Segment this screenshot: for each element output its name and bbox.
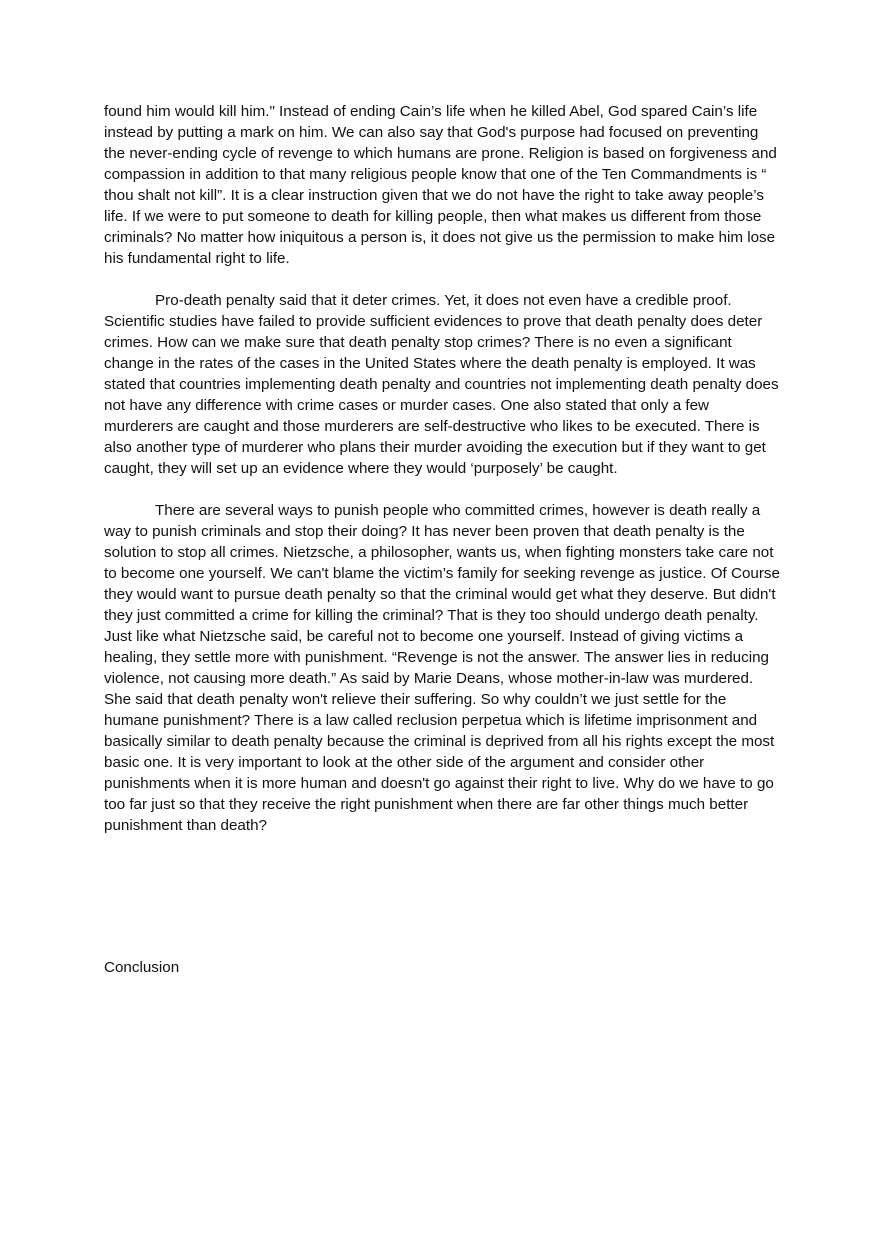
paragraph-alternative-punishment: There are several ways to punish people who committed crimes, however is death really a way to punish criminals and stop their doing? It has never been proven that death penalty is the solution to stop all crimes. Nietzsche, a philosopher, wants us, when fighting monsters take care not to become one yourself. We can't blame the victim’s family for seeking revenge as justice. Of Course they would want to pursue death penalty so that the criminal would get what they deserve. But didn't they just committed a crime for killing the criminal? That is they too should undergo death penalty. Just like what Nietzsche said, be careful not to become one yourself. Instead of giving victims a healing, they settle more with punishment. “Revenge is not the answer. The answer lies in reducing violence, not causing more death.” As said by Marie Deans, whose mother-in-law was murdered. She said that death penalty won't relieve their suffering. So why couldn’t we just settle for the humane punishment? There is a law called reclusion perpetua which is lifetime imprisonment and basically similar to death penalty because the criminal is deprived from all his rights except the most basic one. It is very important to look at the other side of the argument and consider other punishments when it is more human and doesn't go against their right to live. Why do we have to go too far just so that they receive the right punishment when there are far other things much better punishment than death? (104, 502, 780, 834)
conclusion-heading: Conclusion (104, 959, 180, 976)
body-text (104, 101, 780, 857)
paragraph-religion-argument: found him would kill him." Instead of ending Cain’s life when he killed Abel, God spared Cain’s life instead by putting a mark on him. We can also say that God's purpose had focused on preventing the never-ending cycle of revenge to which humans are prone. Religion is based on forgiveness and compassion in addition to that many religious people know that one of the Ten Commandments is “ thou shalt not kill”. It is a clear instruction given that we do not have the right to take away people’s life. If we were to put someone to death for killing people, then what makes us different from those criminals? No matter how iniquitous a person is, it does not give us the permission to make him lose his fundamental right to life. (104, 103, 777, 267)
paragraph-deterrence-argument: Pro-death penalty said that it deter crimes. Yet, it does not even have a credible proof. Scientific studies have failed to provide sufficient evidences to prove that death penalty does deter crimes. How can we make sure that death penalty stop crimes? There is no even a significant change in the rates of the cases in the United States where the death penalty is employed. It was stated that countries implementing death penalty and countries not implementing death penalty does not have any difference with crime cases or murder cases. One also stated that only a few murderers are caught and those murderers are self-destructive who likes to be executed. There is also another type of murderer who plans their murder avoiding the execution but if they want to get caught, they will set up an evidence where they would ‘purposely’ be caught. (104, 292, 779, 477)
